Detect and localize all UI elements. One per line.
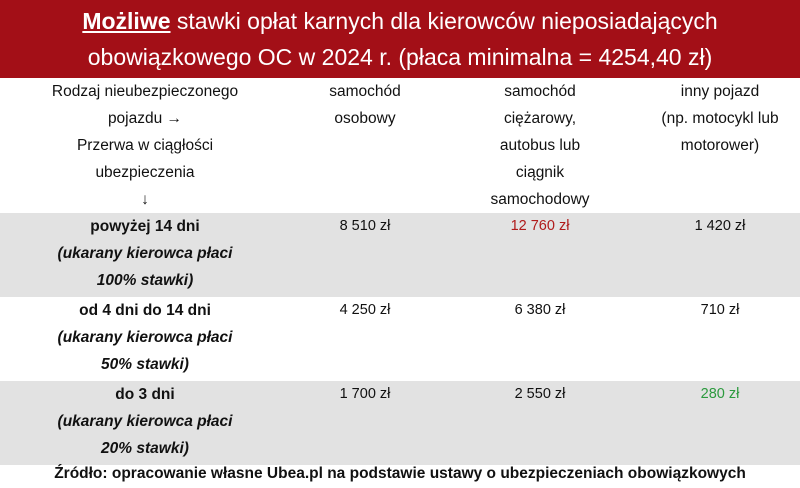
source-note: Źródło: opracowanie własne Ubea.pl na podstawie ustawy o ubezpieczeniach obowiązkowych [54, 465, 746, 482]
penalty-note-line: (ukarany kierowca płaci [57, 329, 233, 346]
truck-penalty-cell [440, 297, 640, 381]
header-col3-line: ciągnik [515, 164, 565, 181]
header-col4-line: motorower) [680, 137, 760, 154]
table-row [0, 297, 800, 381]
row-label-cell [0, 297, 290, 381]
truck-penalty-value: 2 550 zł [514, 386, 566, 402]
penalty-note-line: (ukarany kierowca płaci [57, 245, 233, 262]
other-penalty-value: 710 zł [700, 302, 740, 318]
penalty-note-line: (ukarany kierowca płaci [57, 413, 233, 430]
other-penalty-value: 1 420 zł [694, 218, 746, 234]
header-col3-line: samochodowy [490, 191, 590, 208]
header-other-vehicle [640, 78, 800, 213]
header-col3-line: ciężarowy, [503, 110, 577, 127]
truck-penalty-value: 12 760 zł [510, 218, 570, 234]
header-col4-line: (np. motocykl lub [661, 110, 779, 127]
other-penalty-cell [640, 297, 800, 381]
header-col1-line: Przerwa w ciągłości [76, 137, 214, 154]
header-col3-line: samochód [504, 83, 576, 100]
gap-period-label: do 3 dni [115, 386, 175, 403]
title-line-1-rest: stawki opłat karnych dla kierowców nieposiadających [170, 8, 718, 34]
header-col2-line: samochód [329, 83, 401, 100]
header-passenger-car [290, 78, 440, 213]
penalty-note-line: 50% stawki) [101, 356, 189, 373]
other-penalty-cell [640, 381, 800, 465]
header-col1-line: ubezpieczenia [95, 164, 195, 181]
penalty-note-line: 20% stawki) [101, 440, 189, 457]
car-penalty-value: 8 510 zł [339, 218, 391, 234]
gap-period-label: od 4 dni do 14 dni [79, 302, 211, 319]
car-penalty-cell [290, 297, 440, 381]
header-vehicle-type-gap [0, 78, 290, 213]
table-row [0, 381, 800, 465]
title-emphasis: Możliwe [82, 8, 171, 34]
truck-penalty-value: 6 380 zł [514, 302, 566, 318]
title-line-2: obowiązkowego OC w 2024 r. (płaca minimalna = 4254,40 zł) [87, 44, 713, 70]
penalty-table [0, 78, 800, 465]
header-col1-line: pojazdu → [107, 110, 183, 127]
header-col2-line: osobowy [334, 110, 396, 127]
title-line-1 [0, 3, 800, 39]
other-penalty-cell [640, 213, 800, 297]
penalty-note-line: 100% stawki) [96, 272, 194, 289]
car-penalty-cell [290, 381, 440, 465]
row-label-cell [0, 213, 290, 297]
header-col4-line: inny pojazd [680, 83, 760, 100]
car-penalty-cell [290, 213, 440, 297]
truck-penalty-cell [440, 381, 640, 465]
table-row [0, 213, 800, 297]
header-col3-line: autobus lub [499, 137, 581, 154]
car-penalty-value: 1 700 zł [339, 386, 391, 402]
header-col1-line: Rodzaj nieubezpieczonego [51, 83, 239, 100]
table-header-row [0, 78, 800, 213]
gap-period-label: powyżej 14 dni [90, 218, 200, 235]
car-penalty-value: 4 250 zł [339, 302, 391, 318]
other-penalty-value: 280 zł [700, 386, 740, 402]
header-truck-bus-tractor [440, 78, 640, 213]
row-label-cell [0, 381, 290, 465]
truck-penalty-cell [440, 213, 640, 297]
title-banner [0, 0, 800, 78]
header-col1-line: ↓ [141, 191, 149, 208]
